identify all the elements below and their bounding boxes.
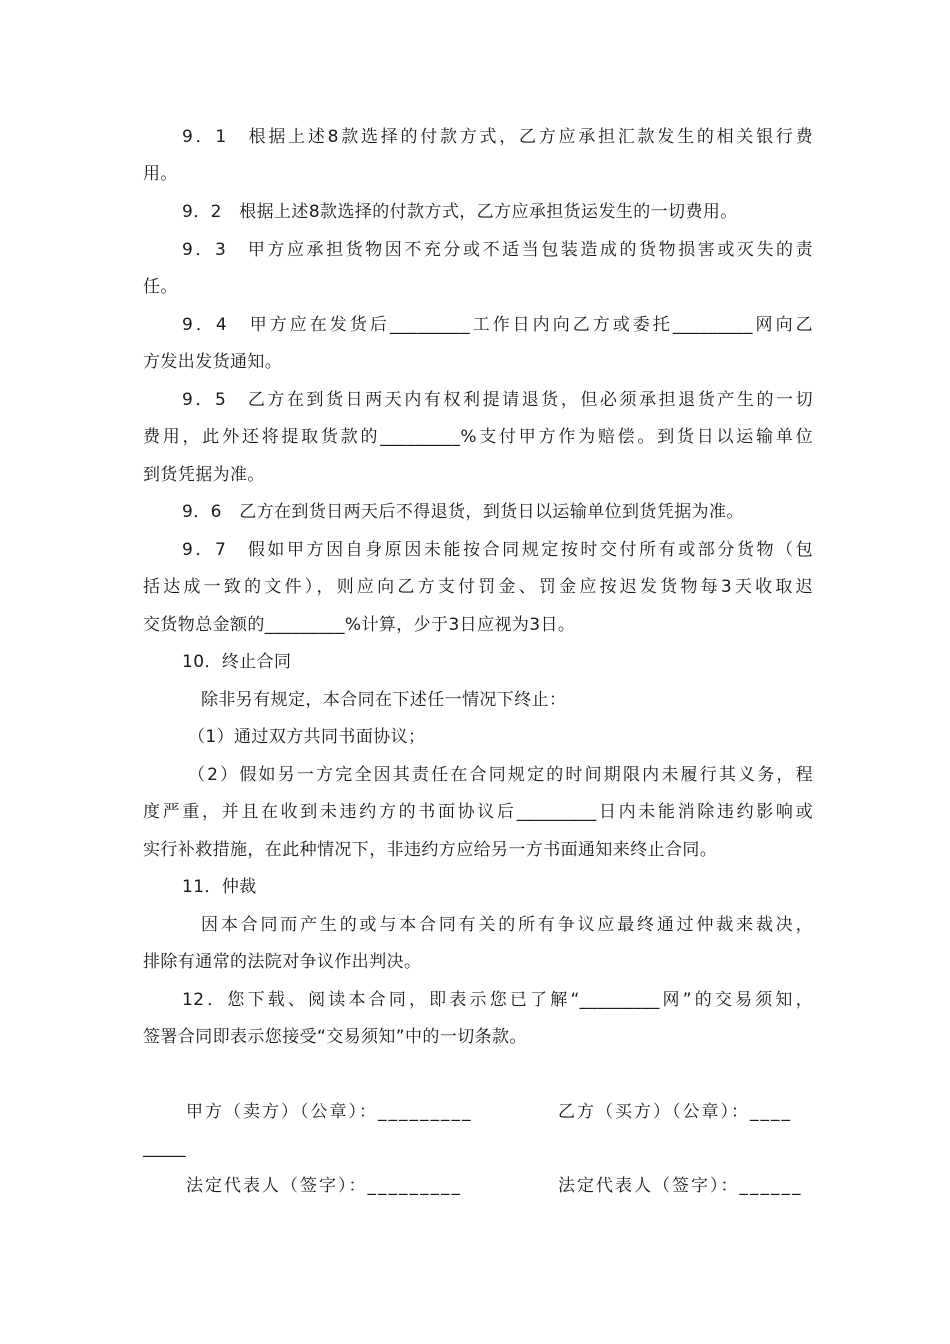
section-11-heading: 11．仲裁 (182, 877, 257, 897)
party-b-signature-continued: _____ (143, 1138, 186, 1158)
section-11-line-1: 因本合同而产生的或与本合同有关的所有争议应最终通过仲裁来裁决， (201, 915, 813, 935)
section-10-item-1: （1）通过双方共同书面协议； (188, 727, 426, 747)
section-10-item-2-line-2: 度严重，并且在收到未违约方的书面协议后_________日内未能消除违约影响或 (143, 802, 813, 822)
clause-9-2: 9．2 根据上述8款选择的付款方式，乙方应承担货运发生的一切费用。 (182, 202, 738, 222)
clause-9-1-line-1: 9．1 根据上述8款选择的付款方式，乙方应承担汇款发生的相关银行费 (182, 127, 813, 147)
clause-9-5-line-3: 到货凭据为准。 (143, 465, 265, 485)
section-10-intro: 除非另有规定，本合同在下述任一情况下终止： (201, 690, 567, 710)
section-11-line-2: 排除有通常的法院对争议作出判决。 (143, 952, 422, 972)
clause-9-5-line-2: 费用，此外还将提取货款的_________%支付甲方作为赔偿。到货日以运输单位 (143, 427, 813, 447)
party-b-signature: 乙方（买方）（公章）：____ (558, 1102, 792, 1122)
clause-9-3-line-1: 9．3 甲方应承担货物因不充分或不适当包装造成的货物损害或灭失的责 (182, 240, 813, 260)
section-10-item-2-line-1: （2）假如另一方完全因其责任在合同规定的时间期限内未履行其义务，程 (188, 765, 813, 785)
clause-9-7-line-2: 括达成一致的文件），则应向乙方支付罚金、罚金应按迟发货物每3天收取迟 (143, 577, 813, 597)
clause-9-3-line-2: 任。 (143, 277, 178, 297)
section-12-line-1: 12．您下载、阅读本合同，即表示您已了解“_________网”的交易须知， (182, 990, 813, 1010)
clause-9-4-line-1: 9．4 甲方应在发货后_________工作日内向乙方或委托_________网向乙 (182, 315, 813, 335)
section-10-item-2-line-3: 实行补救措施，在此种情况下，非违约方应给另一方书面通知来终止合同。 (143, 840, 718, 860)
clause-9-5-line-1: 9．5 乙方在到货日两天内有权利提请退货，但必须承担退货产生的一切 (182, 390, 813, 410)
clause-9-7-line-1: 9．7 假如甲方因自身原因未能按合同规定按时交付所有或部分货物（包 (182, 540, 813, 560)
section-10-heading: 10．终止合同 (182, 652, 292, 672)
clause-9-1-line-2: 用。 (143, 164, 178, 184)
clause-9-7-line-3: 交货物总金额的_________%计算，少于3日应视为3日。 (143, 615, 576, 635)
section-12-line-2: 签署合同即表示您接受“交易须知”中的一切条款。 (143, 1027, 527, 1047)
party-b-representative: 法定代表人（签字）：______ (558, 1176, 803, 1196)
party-a-representative: 法定代表人（签字）：_________ (186, 1176, 462, 1196)
clause-9-4-line-2: 方发出发货通知。 (143, 352, 283, 372)
party-a-signature: 甲方（卖方）（公章）：_________ (186, 1102, 473, 1122)
clause-9-6: 9．6 乙方在到货日两天后不得退货，到货日以运输单位到货凭据为准。 (182, 502, 744, 522)
